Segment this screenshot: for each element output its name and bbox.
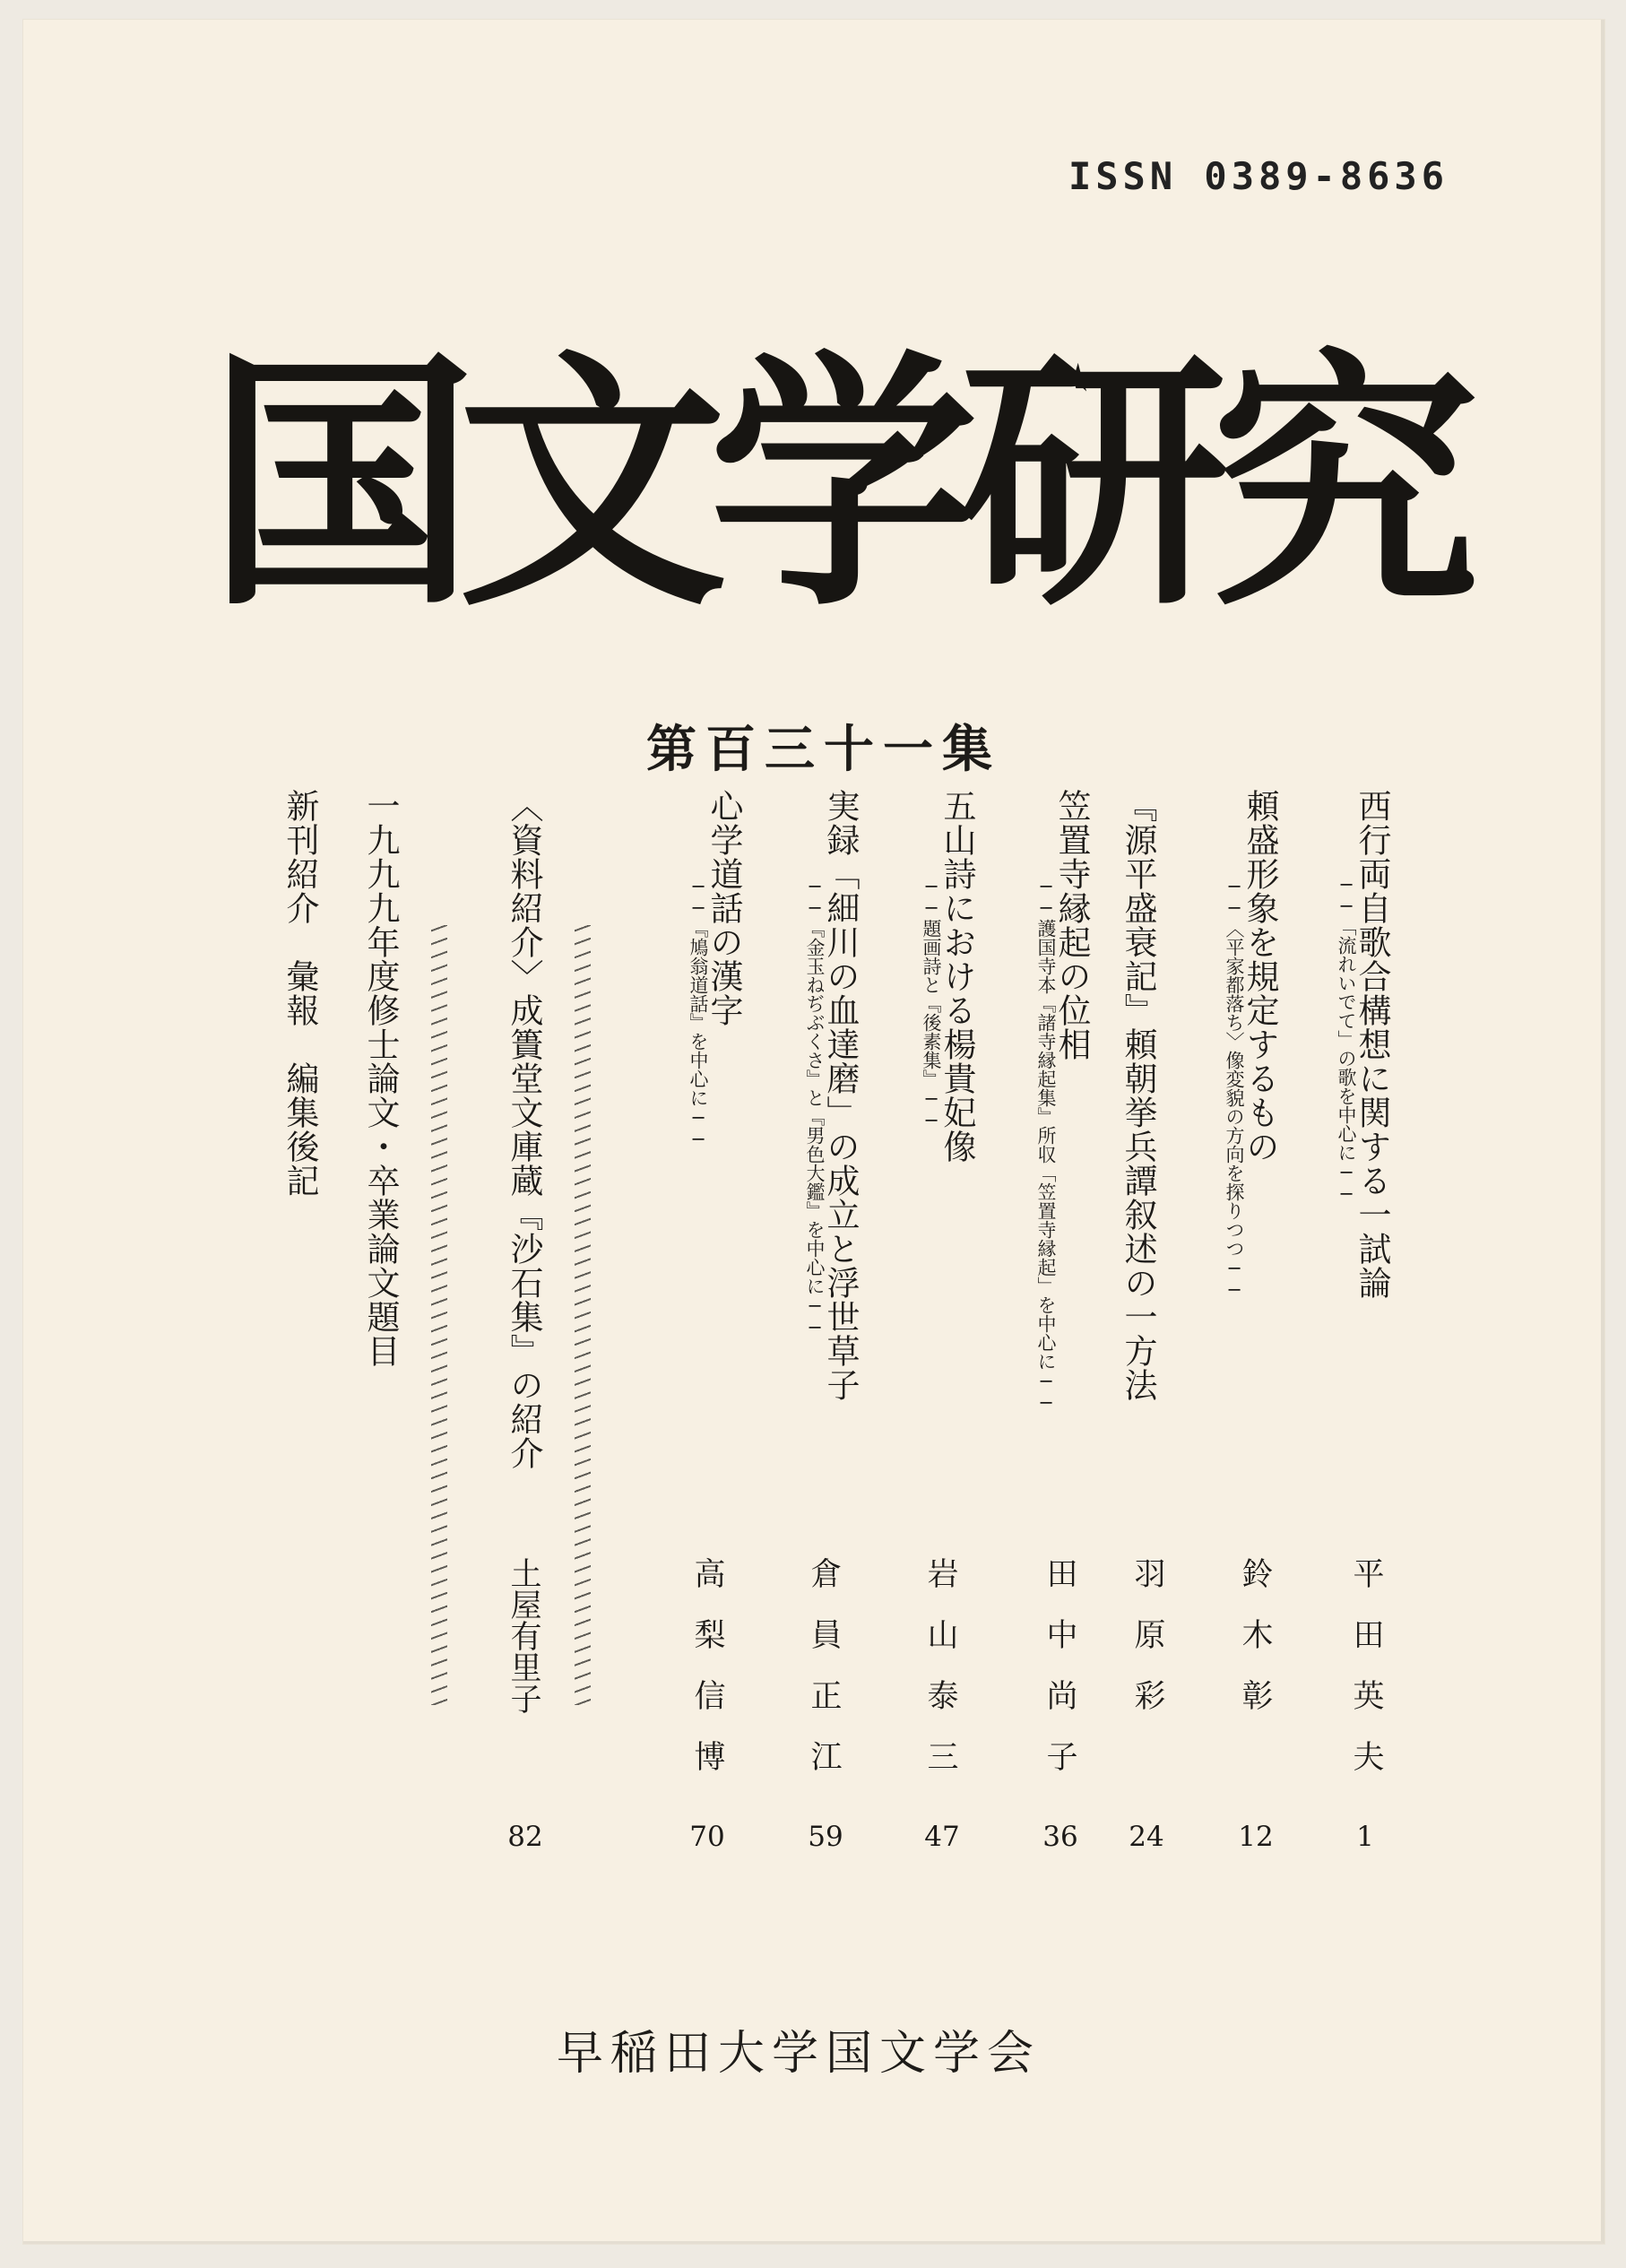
page-number: 70 [689, 1821, 725, 1853]
article-subtitle: ──『金玉ねぢぶくさ』と『男色大鑑』を中心に── [804, 876, 826, 1338]
article-subtitle: ──「流れいでて」の歌を中心に── [1336, 874, 1357, 1205]
volume-number: 第百三十一集 [646, 721, 1001, 779]
author-name: 平田英夫 [1348, 1557, 1384, 1801]
page-number: 47 [924, 1821, 960, 1853]
title-char: 究 [1211, 325, 1480, 642]
author-name-text: 土屋有里子 [506, 1557, 541, 1714]
article-title: 笠置寺縁起の位相 [1052, 789, 1091, 1061]
toc-entry [921, 789, 976, 1164]
toc-entry [688, 789, 743, 1150]
page-number: 59 [808, 1821, 843, 1853]
article-title: 心学道話の漢字 [705, 789, 743, 1027]
page-number: 12 [1238, 1821, 1274, 1853]
publisher-name: 早稲田大学国文学会 [557, 2027, 1042, 2081]
author-name [507, 1557, 539, 1714]
title-char: 研 [960, 325, 1229, 642]
author-name: 羽原彩 [1129, 1557, 1165, 1740]
page-number: 36 [1042, 1821, 1078, 1853]
article-title: 頼盛形象を規定するもの [1241, 789, 1279, 1164]
issn-number: ISSN 0389-8636 [1068, 154, 1449, 198]
page-number: 24 [1129, 1821, 1164, 1853]
toc-entry [281, 789, 319, 1198]
article-subtitle: ──題画詩と『後素集』── [921, 876, 942, 1131]
toc-entry [507, 789, 541, 1470]
page-number: 1 [1356, 1821, 1374, 1853]
title-char: 国 [207, 325, 476, 642]
title-char: 学 [709, 325, 978, 642]
toc-entry [361, 789, 400, 1368]
author-name: 倉員正江 [806, 1557, 842, 1801]
wavy-divider-left [575, 925, 591, 1705]
toc-entry [1224, 789, 1279, 1301]
journal-title [207, 314, 1480, 654]
article-title: 『源平盛衰記』頼朝挙兵譚叙述の一方法 [1119, 789, 1157, 1402]
author-name: 高梨信博 [689, 1557, 725, 1801]
theses-list-title: 一九九九年度修士論文・卒業論文題目 [361, 789, 400, 1368]
wavy-divider-right [431, 925, 447, 1705]
author-name: 鈴木彰 [1237, 1557, 1273, 1740]
toc-entry [804, 789, 860, 1402]
misc-sections: 新刊紹介 彙報 編集後記 [281, 789, 319, 1198]
article-title: 西行両自歌合構想に関する一試論 [1353, 789, 1391, 1300]
author-name: 田中尚子 [1042, 1557, 1077, 1801]
article-subtitle: ──『鳩翁道話』を中心に── [688, 876, 709, 1150]
article-subtitle: ──護国寺本『諸寺縁起集』所収「笠置寺縁起」を中心に── [1035, 876, 1057, 1414]
article-subtitle: ──〈平家都落ち〉像変貌の方向を探りつつ── [1224, 876, 1245, 1301]
article-title: 実録「細川の血達磨」の成立と浮世草子 [821, 789, 860, 1402]
toc-entry [1121, 789, 1155, 1402]
author-name: 岩山泰三 [922, 1557, 958, 1801]
title-char: 文 [458, 325, 727, 642]
material-title: 〈資料紹介〉成簣堂文庫蔵『沙石集』の紹介 [505, 789, 543, 1470]
toc-entry [1035, 789, 1091, 1414]
page-number: 82 [507, 1821, 543, 1853]
toc-entry [1336, 789, 1391, 1300]
article-title: 五山詩における楊貴妃像 [938, 789, 976, 1164]
journal-cover [23, 20, 1604, 2244]
